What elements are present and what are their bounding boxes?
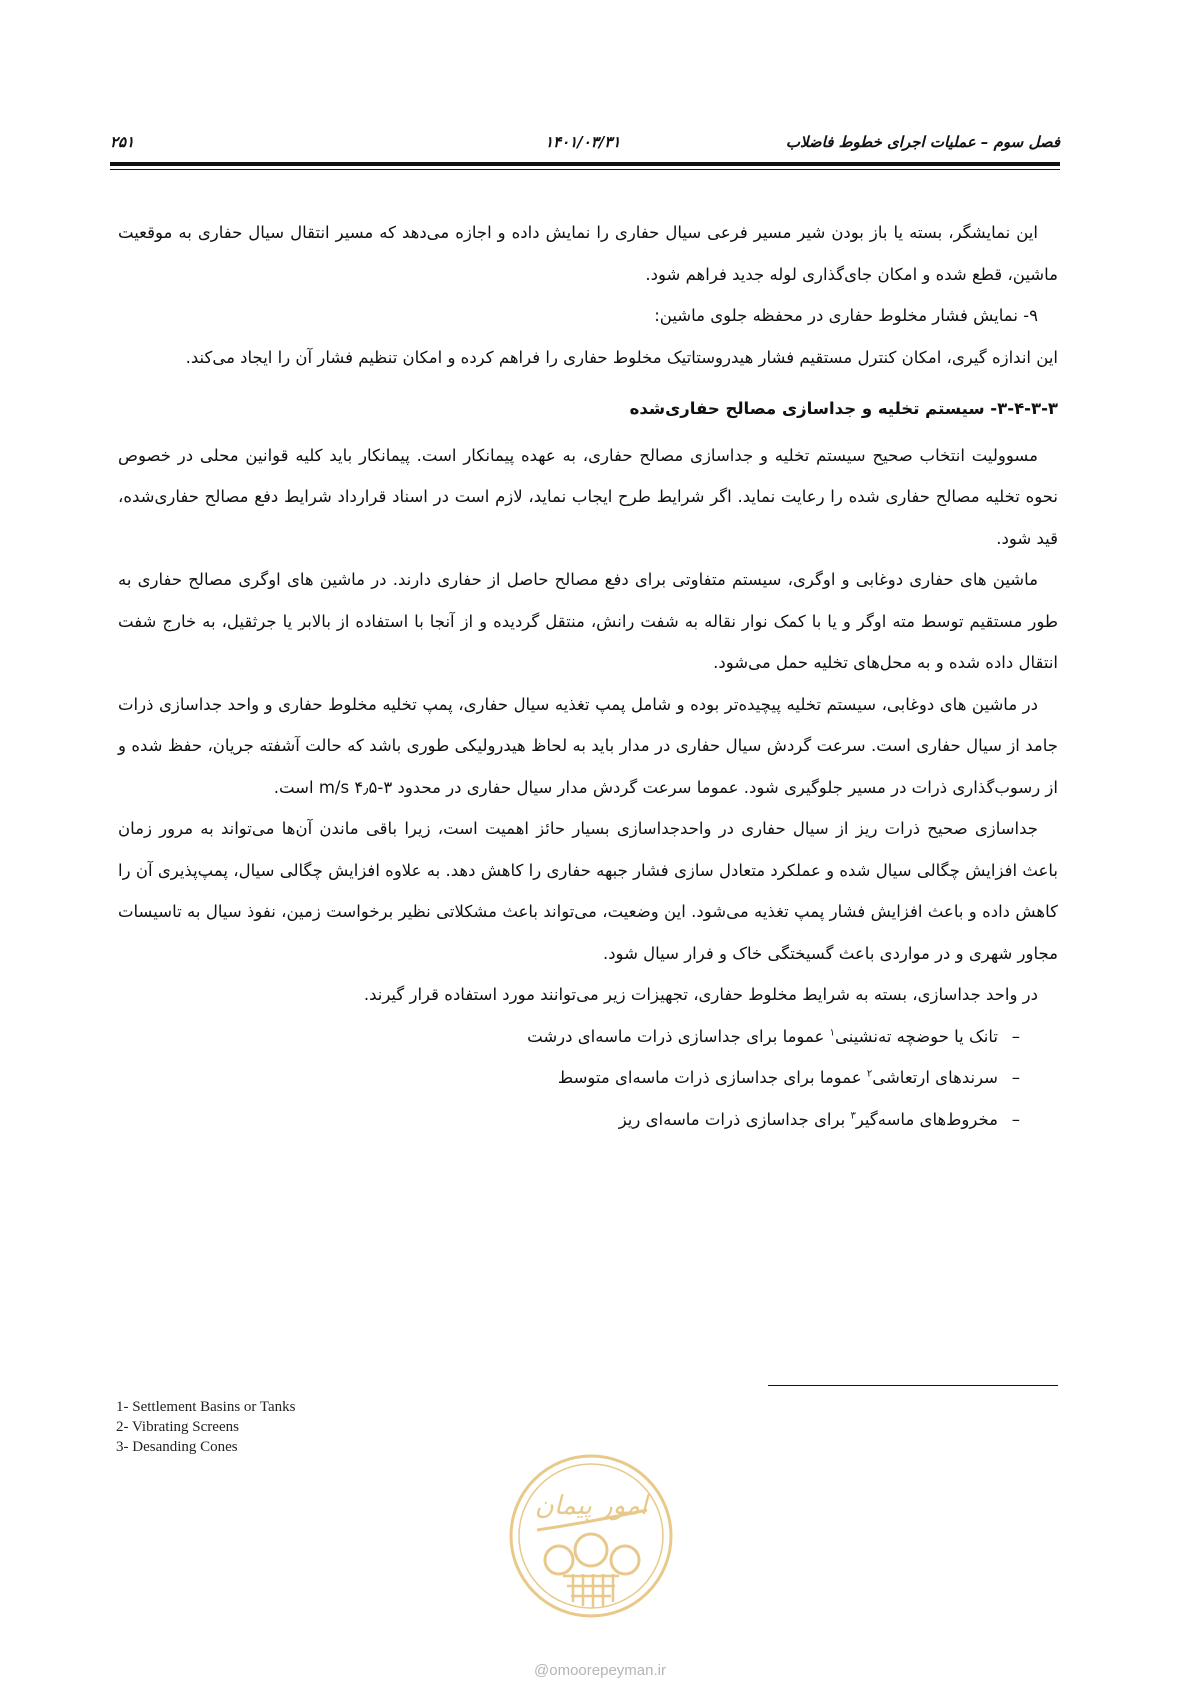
footnote-1: 1- Settlement Basins or Tanks [116, 1399, 296, 1415]
footnote-3: 3- Desanding Cones [116, 1439, 238, 1455]
paragraph-auger-machines: ماشین های حفاری دوغابی و اوگری، سیستم متفاوتی برای دفع مصالح حاصل از حفاری دارند. در ماشین های اوگری مصالح حفاری به طور مستقیم توسط مته اوگر و یا با کمک نوار نقاله به شفت رانش، منتقل گردیده و از آنجا با استفاده از بالابر یا جرثقیل، به خارج شفت انتقال داده شده و به محل‌های تخلیه حمل می‌شود. [118, 570, 1058, 672]
body-text [118, 212, 1058, 1140]
footnotes [116, 1397, 296, 1457]
footnote-ref: ۳ [850, 1110, 856, 1121]
header-date: ۱۴۰۱/۰۳/۳۱ [545, 133, 621, 151]
header-rule-thick [110, 162, 1060, 166]
page-number: ۲۵۱ [110, 133, 135, 151]
logo-text: امور پیمان [534, 1491, 648, 1521]
paragraph-responsibility: مسوولیت انتخاب صحیح سیستم تخلیه و جداسازی مصالح حفاری، به عهده پیمانکار است. پیمانکار باید کلیه قوانین محلی در خصوص نحوه تخلیه مصالح حفاری شده را رعایت نماید. اگر شرایط طرح ایجاب نماید، لازم است در اسناد قرارداد شرایط دفع مصالح حفاری‌شده، قید شود. [118, 445, 1058, 548]
omoorepeyman-logo-icon [507, 1452, 675, 1620]
chapter-title: فصل سوم – عملیات اجرای خطوط فاضلاب [785, 133, 1060, 151]
list-item: – تانک یا حوضچه ته‌نشینی$^۱$ عموما برای جداسازی ذرات ماسه‌ای درشت [118, 1016, 1020, 1058]
header-rule-thin [110, 169, 1060, 170]
paragraph-fine-separation: جداسازی صحیح ذرات ریز از سیال حفاری در واحدجداسازی بسیار حائز اهمیت است، زیرا باقی ماندن آن‌ها می‌تواند به مرور زمان باعث افزایش چگالی سیال شده و عملکرد متعادل سازی فشار جبهه حفاری را کاهش دهد. به علاوه افزایش چگالی سیال، پمپ‌پذیری آن را کاهش داده و باعث افزایش فشار پمپ تغذیه می‌شود. این وضعیت، می‌تواند باعث مشکلاتی نظیر برخواست زمین، نفوذ سیال به تاسیسات مجاور شهری و در مواردی باعث گسیختگی خاک و فرار سیال شود. [118, 819, 1058, 963]
footnote-ref: ۱ [829, 1027, 835, 1038]
footnote-2: 2- Vibrating Screens [116, 1419, 239, 1435]
equipment-list [118, 1016, 1058, 1141]
paragraph-pressure-measurement: این اندازه گیری، امکان کنترل مستقیم فشار هیدروستاتیک مخلوط حفاری را فراهم کرده و امکان تنظیم فشار آن را ایجاد می‌کند. [185, 347, 1058, 367]
list-item: – سرندهای ارتعاشی$^۲$ عموما برای جداسازی ذرات ماسه‌ای متوسط [118, 1057, 1020, 1099]
list-item: – مخروط‌های ماسه‌گیر$^۳$ برای جداسازی ذرات ماسه‌ای ریز [118, 1099, 1020, 1141]
paragraph-bypass-valve: این نمایشگر، بسته یا باز بودن شیر مسیر فرعی سیال حفاری را نمایش داده و اجازه می‌دهد که مسیر انتقال سیال حفاری به موقعیت ماشین، قطع شده و امکان جای‌گذاری لوله جدید فراهم شود. [118, 223, 1058, 284]
footnote-separator [768, 1385, 1058, 1386]
numbered-item-9: ۹- نمایش فشار مخلوط حفاری در محفظه جلوی ماشین: [654, 306, 1038, 325]
section-heading: ۳-۴-۳-۳- سیستم تخلیه و جداسازی مصالح حفاری‌شده [629, 399, 1058, 418]
watermark-url: @omoorepeyman.ir [534, 1662, 666, 1679]
paragraph-slurry-machines: در ماشین های دوغابی، سیستم تخلیه پیچیده‌تر بوده و شامل پمپ تغذیه سیال حفاری، پمپ تخلیه مخلوط حفاری و واحد جداسازی ذرات جامد از سیال حفاری است. سرعت گردش سیال حفاری در مدار باید به لحاظ هیدرولیکی طوری باشد که حالت آشفته جریان، حفظ شده و از رسوب‌گذاری ذرات در مسیر جلوگیری شود. عموما سرعت گردش مدار سیال حفاری در محدود ۳-۴٫۵ m/s است. [118, 694, 1058, 797]
footnote-ref: ۲ [866, 1068, 873, 1080]
paragraph-separation-unit: در واحد جداسازی، بسته به شرایط مخلوط حفاری، تجهیزات زیر می‌توانند مورد استفاده قرار گیرند. [363, 985, 1038, 1004]
